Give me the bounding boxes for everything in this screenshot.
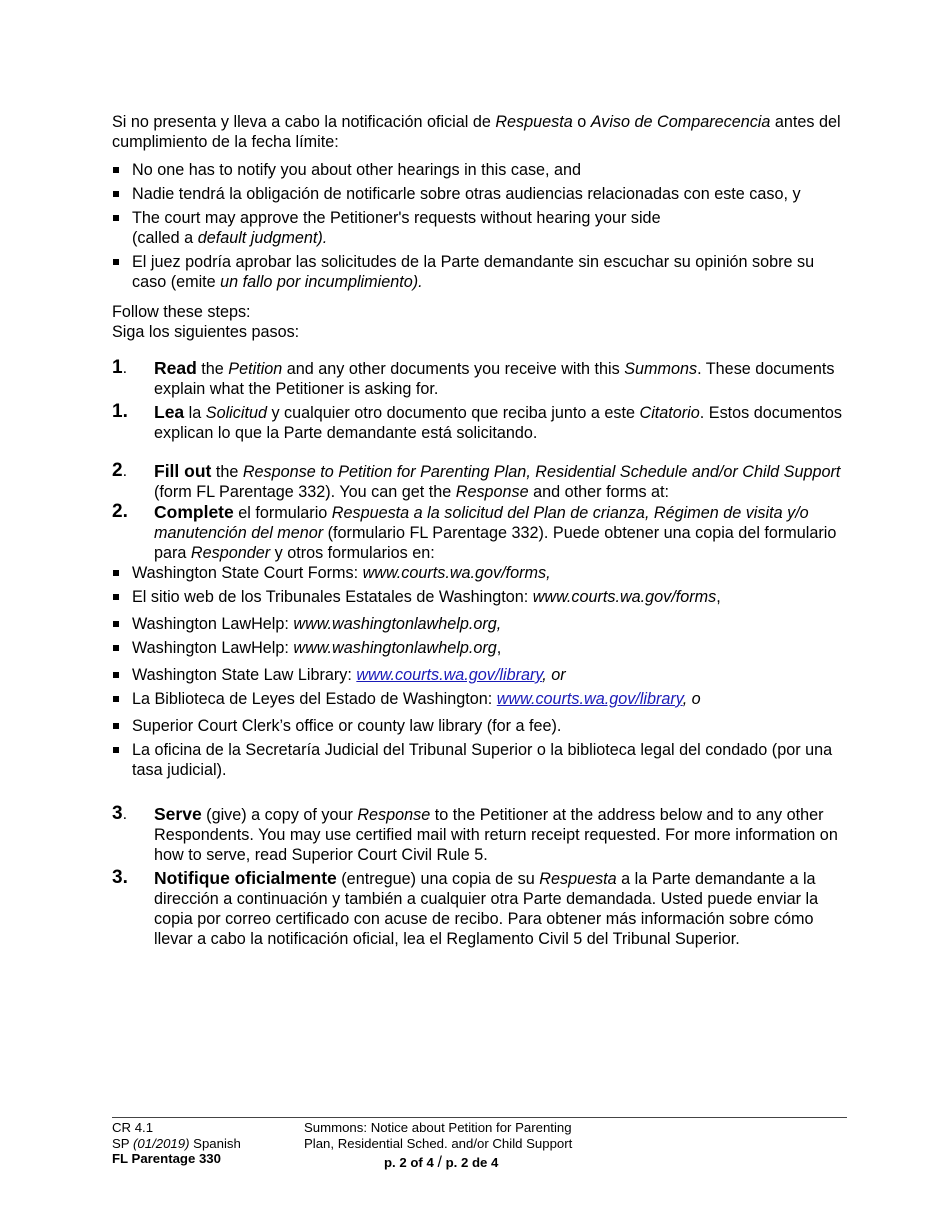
step-number: 1 . (112, 358, 127, 379)
step-number: 2 . (112, 461, 127, 482)
consequences-list (112, 160, 842, 292)
step-3-en: 3 . Serve (give) a copy of your Response to the Petitioner at the address below and to any other Respondents. You may use certified mail with return receipt requested. For more information on how to serve, read Superior Court Civil Rule 5. (112, 804, 842, 865)
resources-list (112, 563, 842, 780)
step-3-es: 3. Notifique oficialmente (entregue) una copia de su Respuesta a la Parte demandante a la dirección a continuación y también a cualquier otra Parte demandada. Usted puede enviar la copia por correo certificado con acuse de recibo. Para obtener más información sobre cómo llevar a cabo la notificación oficial, lea el Reglamento Civil 5 del Tribunal Superior. (112, 867, 819, 948)
step-2-en: 2 . Fill out the Response to Petition for Parenting Plan, Residential Schedule and/or Child Support (form FL Parentage 332). You can get the Response and other forms at: (112, 461, 842, 502)
step-number: 3 . (112, 804, 127, 825)
list-item: El juez podría aprobar las solicitudes de la Parte demandante sin escuchar su opinión sobre su caso (emite un fallo por incumplimiento). (112, 252, 842, 292)
list-item: No one has to notify you about other hearings in this case, and (112, 160, 842, 180)
document-page (112, 112, 842, 949)
list-item: El sitio web de los Tribunales Estatales de Washington: www.courts.wa.gov/forms, (112, 587, 842, 607)
step-number: 2. (112, 501, 128, 522)
list-item: La oficina de la Secretaría Judicial del Tribunal Superior o la biblioteca legal del condado (por una tasa judicial). (112, 740, 842, 780)
list-item: Nadie tendrá la obligación de notificarle sobre otras audiencias relacionadas con este caso, y (112, 184, 842, 204)
list-item: The court may approve the Petitioner's requests without hearing your side (called a default judgment). (112, 208, 842, 248)
form-identifier: CR 4.1 SP (01/2019) Spanish FL Parentage 330 (112, 1120, 241, 1166)
list-item: Superior Court Clerk’s office or county law library (for a fee). (112, 716, 842, 736)
step-1-en: 1 . Read the Petition and any other documents you receive with this Summons. These documents explain what the Petitioner is asking for. (112, 358, 842, 399)
law-library-link[interactable]: www.courts.wa.gov/library (356, 666, 543, 684)
step-number: 3. (112, 867, 128, 888)
form-title: Summons: Notice about Petition for Parenting Plan, Residential Sched. and/or Child Support p. 2 of 4 / p. 2 de 4 (304, 1120, 624, 1171)
list-item: Washington LawHelp: www.washingtonlawhelp.org, (112, 638, 842, 658)
step-number: 1. (112, 401, 128, 422)
steps-intro: Follow these steps: Siga los siguientes pasos: (112, 303, 300, 341)
list-item: Washington State Law Library: www.courts.wa.gov/library, or (112, 665, 842, 685)
step-2-es: 2. Complete el formulario Respuesta a la solicitud del Plan de crianza, Régimen de visita y/o manutención del menor (formulario FL Parentage 332). Puede obtener una copia del formulario para Responder y otros formularios en: (112, 501, 837, 562)
page-footer (112, 1117, 847, 1171)
list-item: Washington LawHelp: www.washingtonlawhelp.org, (112, 614, 842, 634)
page-number: p. 2 of 4 / p. 2 de 4 (384, 1154, 499, 1171)
law-library-link-es[interactable]: www.courts.wa.gov/library (496, 690, 683, 708)
list-item: Washington State Court Forms: www.courts.wa.gov/forms, (112, 563, 842, 583)
step-1-es: 1. Lea la Solicitud y cualquier otro documento que reciba junto a este Citatorio. Estos documentos explican lo que la Parte demandante está solicitando. (112, 401, 842, 442)
intro-paragraph: Si no presenta y lleva a cabo la notificación oficial de Respuesta o Aviso de Comparecencia antes del cumplimiento de la fecha límite: (112, 113, 841, 151)
list-item: La Biblioteca de Leyes del Estado de Washington: www.courts.wa.gov/library, o (112, 689, 842, 709)
